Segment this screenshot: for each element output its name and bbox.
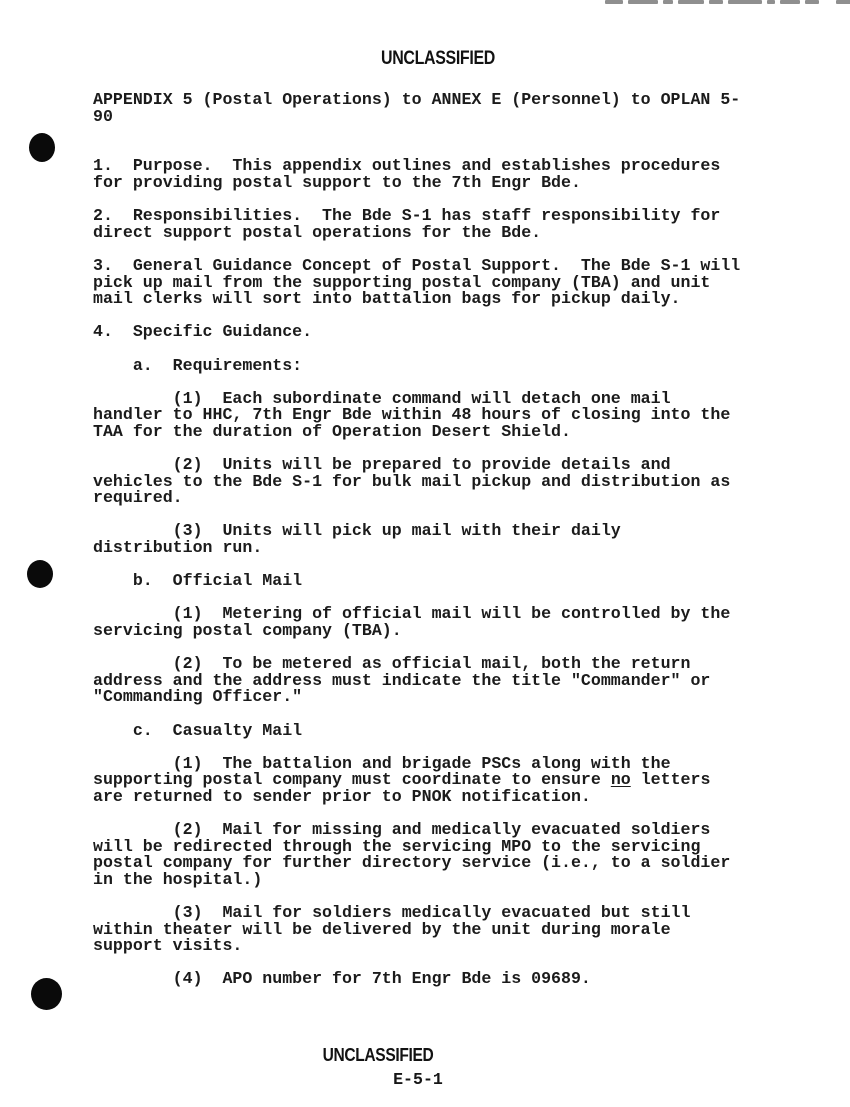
text-line: "Commanding Officer." (93, 687, 303, 707)
text-line: support visits. (93, 936, 243, 956)
hole-punch-dot (29, 133, 55, 162)
fragment-mark (663, 0, 673, 4)
text-line: APPENDIX 5 (Postal Operations) to ANNEX E (Personnel) to OPLAN 5- (93, 90, 741, 109)
text-line: mail clerks will sort into battalion bags for pickup daily. (93, 289, 681, 309)
text-line: postal company for further directory service (i.e., to a soldier (93, 853, 731, 873)
hole-punch-dot (27, 560, 53, 588)
text-line: required. (93, 488, 183, 508)
underlined-word: no (610, 770, 631, 790)
text-line: 2. Responsibilities. The Bde S-1 has staff responsibility for (93, 206, 721, 226)
text-line: in the hospital.) (93, 869, 263, 889)
text-line: (4) APO number for 7th Engr Bde is 09689. (93, 969, 591, 989)
fragment-mark (605, 0, 623, 4)
text-line: will be redirected through the servicing MPO to the servicing (93, 836, 701, 856)
fragment-mark (805, 0, 819, 4)
text-line: servicing postal company (TBA). (93, 621, 402, 640)
header-classification: UNCLASSIFIED (381, 48, 495, 69)
text-line: direct support postal operations for the Bde. (93, 222, 542, 242)
hole-punch-dot (31, 978, 62, 1010)
fragment-mark (728, 0, 762, 4)
text-line: (3) Units will pick up mail with their daily (93, 521, 621, 541)
footer-classification: UNCLASSIFIED (322, 1044, 434, 1065)
text-line: 90 (93, 106, 113, 126)
text-line: (1) The battalion and brigade PSCs along with the (93, 753, 671, 773)
fragment-mark (836, 0, 850, 4)
text-line: vehicles to the Bde S-1 for bulk mail pickup and distribution as (93, 471, 731, 491)
text-line: (2) To be metered as official mail, both the return (93, 654, 691, 674)
text-line: within theater will be delivered by the unit during morale (93, 919, 671, 939)
text-line: supporting postal company must coordinate to ensure no letters (93, 770, 711, 790)
text-line: 4. Specific Guidance. (93, 322, 313, 342)
text-line: for providing postal support to the 7th Engr Bde. (93, 172, 581, 192)
page-number: E-5-1 (393, 1070, 443, 1089)
text-line: distribution run. (93, 538, 263, 558)
fragment-mark (709, 0, 723, 4)
cut-off-header-fragment (605, 0, 850, 5)
fragment-mark (780, 0, 800, 4)
fragment-mark (678, 0, 704, 4)
fragment-mark (628, 0, 658, 4)
text-line: address and the address must indicate the title "Commander" or (93, 670, 711, 690)
text-line: (1) Each subordinate command will detach one mail (93, 388, 671, 408)
document-body-text (93, 92, 740, 988)
text-line: (2) Mail for missing and medically evacuated soldiers (93, 820, 711, 840)
text-line: pick up mail from the supporting postal company (TBA) and unit (93, 272, 711, 292)
text-line (93, 125, 740, 142)
text-line: are returned to sender prior to PNOK notification. (93, 786, 591, 806)
text-line: 3. General Guidance Concept of Postal Support. The Bde S-1 will (93, 255, 741, 275)
text-line: (3) Mail for soldiers medically evacuated but still (93, 903, 691, 923)
fragment-mark (767, 0, 775, 4)
text-line: (1) Metering of official mail will be controlled by the (93, 604, 731, 624)
text-line: b. Official Mail (93, 571, 303, 591)
text-line: handler to HHC, 7th Engr Bde within 48 hours of closing into the (93, 405, 731, 425)
text-line: c. Casualty Mail (93, 720, 303, 740)
text-line: a. Requirements: (93, 355, 303, 375)
text-line: TAA for the duration of Operation Desert Shield. (93, 421, 571, 441)
text-line: 1. Purpose. This appendix outlines and establishes procedures (93, 156, 721, 176)
text-line: (2) Units will be prepared to provide details and (93, 455, 671, 475)
